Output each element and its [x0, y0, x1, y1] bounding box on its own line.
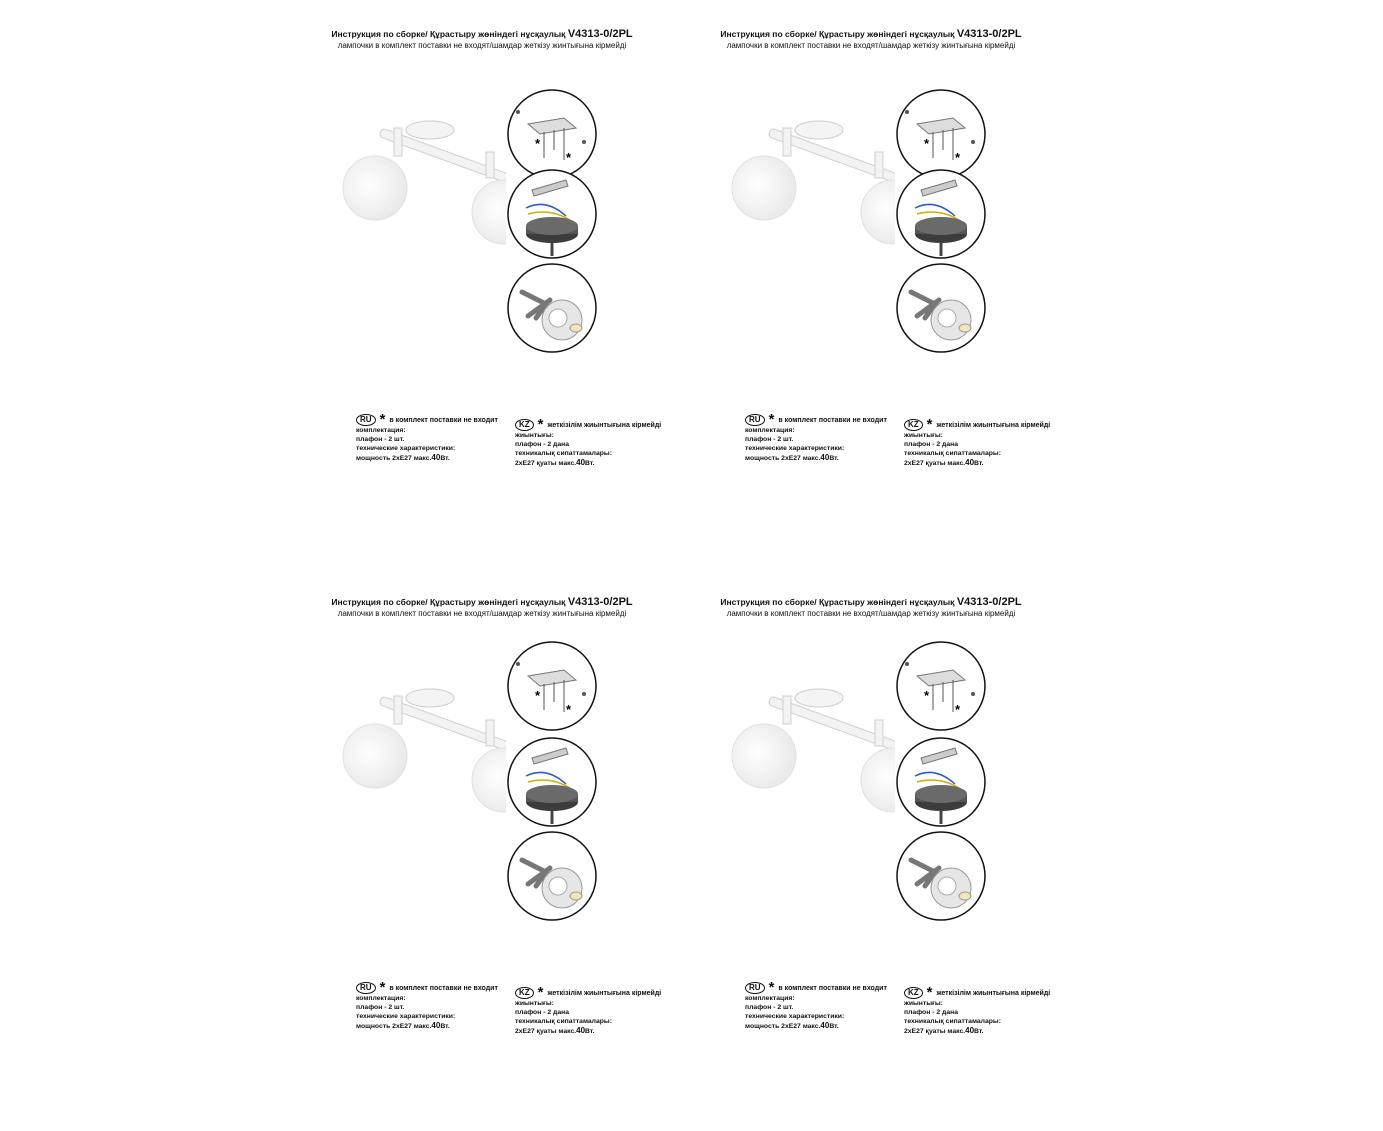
kz-spec-watts: 40: [576, 458, 586, 467]
svg-text:*: *: [924, 136, 930, 151]
model-number: V4313-0/2PL: [956, 28, 1022, 40]
kz-badge: KZ: [515, 419, 534, 431]
sheet-subtitle: лампочки в комплект поставки не входят/шамдар жеткізу жинтығына кірмейді: [726, 609, 1016, 618]
sheet-subtitle: лампочки в комплект поставки не входят/шамдар жеткізу жинтығына кірмейді: [726, 41, 1016, 50]
step-3-shade-diagram: [506, 830, 598, 922]
kz-kit-value: плафон - 2 дана: [904, 1009, 959, 1016]
ru-spec-unit: Вт.: [440, 1023, 450, 1030]
step-2-wiring-diagram: [895, 736, 987, 828]
kz-kit-value: плафон - 2 дана: [904, 441, 959, 448]
kz-star-note: жеткізілім жиынтығына кірмейді: [936, 421, 1051, 429]
ru-spec-watts: 40: [820, 453, 830, 462]
kz-spec-unit: Вт.: [974, 1028, 984, 1035]
kz-kit-label: жиынтығы:: [904, 432, 943, 439]
ru-spec-watts: 40: [431, 453, 441, 462]
ru-spec-unit: Вт.: [829, 1023, 839, 1030]
legend-ru: [356, 979, 498, 1031]
ru-spec-label: технические характеристики:: [745, 1013, 845, 1020]
asterisk-icon: *: [379, 411, 386, 428]
kz-spec-prefix: 2xE27 қуаты макс.: [904, 460, 966, 467]
ru-spec-watts: 40: [431, 1021, 441, 1030]
legend-kz: [515, 984, 662, 1036]
ru-star-note: в комплект поставки не входит: [389, 984, 498, 992]
kz-spec-prefix: 2xE27 қуаты макс.: [515, 1028, 577, 1035]
ru-spec-prefix: мощность 2xE27 макс.: [745, 455, 821, 462]
kz-badge: KZ: [515, 987, 534, 999]
ru-spec-prefix: мощность 2xE27 макс.: [356, 1023, 432, 1030]
ru-badge: RU: [745, 414, 765, 426]
kz-star-note: жеткізілім жиынтығына кірмейді: [547, 421, 662, 429]
instruction-sheet: [296, 28, 668, 498]
title-prefix: Инструкция по сборке/ Құрастыру жөніндегі нұсқаулық: [331, 29, 566, 39]
step-3-shade-diagram: [895, 262, 987, 354]
svg-text:*: *: [955, 150, 961, 165]
ru-spec-prefix: мощность 2xE27 макс.: [745, 1023, 821, 1030]
instruction-sheet: [685, 596, 1057, 1066]
ru-badge: RU: [356, 414, 376, 426]
ru-kit-value: плафон - 2 шт.: [356, 1004, 405, 1011]
ru-badge: RU: [745, 982, 765, 994]
ru-kit-label: комплектация:: [745, 995, 795, 1002]
kz-kit-label: жиынтығы:: [515, 432, 554, 439]
legend-kz: [904, 984, 1051, 1036]
ru-kit-value: плафон - 2 шт.: [745, 1004, 794, 1011]
sheet-subtitle: лампочки в комплект поставки не входят/шамдар жеткізу жинтығына кірмейді: [337, 41, 627, 50]
kz-badge: KZ: [904, 987, 923, 999]
kz-spec-label: техникалық сипаттамалары:: [515, 1018, 612, 1025]
kz-spec-prefix: 2xE27 қуаты макс.: [904, 1028, 966, 1035]
ru-badge: RU: [356, 982, 376, 994]
step-3-shade-diagram: [895, 830, 987, 922]
kz-spec-label: техникалық сипаттамалары:: [904, 450, 1001, 457]
ceiling-lamp-illustration: [685, 108, 895, 288]
step-2-wiring-diagram: [506, 168, 598, 260]
ru-spec-watts: 40: [820, 1021, 830, 1030]
kz-badge: KZ: [904, 419, 923, 431]
ceiling-lamp-illustration: [296, 108, 506, 288]
ceiling-lamp-illustration: [296, 676, 506, 856]
kz-spec-watts: 40: [576, 1026, 586, 1035]
instruction-sheet: [296, 596, 668, 1066]
svg-text:*: *: [535, 688, 541, 703]
kz-kit-value: плафон - 2 дана: [515, 1009, 570, 1016]
kz-spec-prefix: 2xE27 қуаты макс.: [515, 460, 577, 467]
kz-kit-value: плафон - 2 дана: [515, 441, 570, 448]
step-2-wiring-diagram: [895, 168, 987, 260]
instruction-sheet: [685, 28, 1057, 498]
model-number: V4313-0/2PL: [956, 596, 1022, 608]
kz-spec-label: техникалық сипаттамалары:: [904, 1018, 1001, 1025]
ru-kit-label: комплектация:: [356, 995, 406, 1002]
kz-kit-label: жиынтығы:: [904, 1000, 943, 1007]
ru-spec-label: технические характеристики:: [745, 445, 845, 452]
asterisk-icon: *: [768, 979, 775, 996]
step-3-shade-diagram: [506, 262, 598, 354]
kz-spec-unit: Вт.: [585, 1028, 595, 1035]
kz-spec-watts: 40: [965, 1026, 975, 1035]
model-number: V4313-0/2PL: [567, 28, 633, 40]
svg-text:*: *: [535, 136, 541, 151]
asterisk-icon: *: [926, 416, 933, 433]
legend-ru: [745, 979, 887, 1031]
kz-spec-unit: Вт.: [974, 460, 984, 467]
step-2-wiring-diagram: [506, 736, 598, 828]
svg-text:*: *: [566, 702, 572, 717]
legend-kz: [904, 416, 1051, 468]
kz-spec-watts: 40: [965, 458, 975, 467]
sheet-title: [296, 596, 668, 608]
ru-spec-unit: Вт.: [440, 455, 450, 462]
asterisk-icon: *: [537, 416, 544, 433]
kz-star-note: жеткізілім жиынтығына кірмейді: [936, 989, 1051, 997]
asterisk-icon: *: [768, 411, 775, 428]
asterisk-icon: *: [537, 984, 544, 1001]
title-prefix: Инструкция по сборке/ Құрастыру жөніндегі нұсқаулық: [720, 29, 955, 39]
asterisk-icon: *: [926, 984, 933, 1001]
title-prefix: Инструкция по сборке/ Құрастыру жөніндегі нұсқаулық: [331, 597, 566, 607]
legend-kz: [515, 416, 662, 468]
ru-star-note: в комплект поставки не входит: [778, 984, 887, 992]
kz-star-note: жеткізілім жиынтығына кірмейді: [547, 989, 662, 997]
ru-spec-label: технические характеристики:: [356, 445, 456, 452]
model-number: V4313-0/2PL: [567, 596, 633, 608]
svg-text:*: *: [566, 150, 572, 165]
sheet-subtitle: лампочки в комплект поставки не входят/шамдар жеткізу жинтығына кірмейді: [337, 609, 627, 618]
ru-star-note: в комплект поставки не входит: [778, 416, 887, 424]
sheet-title: [685, 28, 1057, 40]
ru-kit-label: комплектация:: [745, 427, 795, 434]
ru-spec-prefix: мощность 2xE27 макс.: [356, 455, 432, 462]
step-1-bracket-diagram: [895, 640, 987, 732]
legend-ru: [356, 411, 498, 463]
ru-spec-label: технические характеристики:: [356, 1013, 456, 1020]
svg-text:*: *: [924, 688, 930, 703]
ru-kit-value: плафон - 2 шт.: [745, 436, 794, 443]
kz-spec-unit: Вт.: [585, 460, 595, 467]
svg-text:*: *: [955, 702, 961, 717]
asterisk-icon: *: [379, 979, 386, 996]
title-prefix: Инструкция по сборке/ Құрастыру жөніндегі нұсқаулық: [720, 597, 955, 607]
legend-ru: [745, 411, 887, 463]
ru-kit-label: комплектация:: [356, 427, 406, 434]
ru-star-note: в комплект поставки не входит: [389, 416, 498, 424]
kz-kit-label: жиынтығы:: [515, 1000, 554, 1007]
step-1-bracket-diagram: [506, 88, 598, 180]
ceiling-lamp-illustration: [685, 676, 895, 856]
kz-spec-label: техникалық сипаттамалары:: [515, 450, 612, 457]
sheet-title: [685, 596, 1057, 608]
step-1-bracket-diagram: [506, 640, 598, 732]
ru-kit-value: плафон - 2 шт.: [356, 436, 405, 443]
sheet-title: [296, 28, 668, 40]
step-1-bracket-diagram: [895, 88, 987, 180]
ru-spec-unit: Вт.: [829, 455, 839, 462]
